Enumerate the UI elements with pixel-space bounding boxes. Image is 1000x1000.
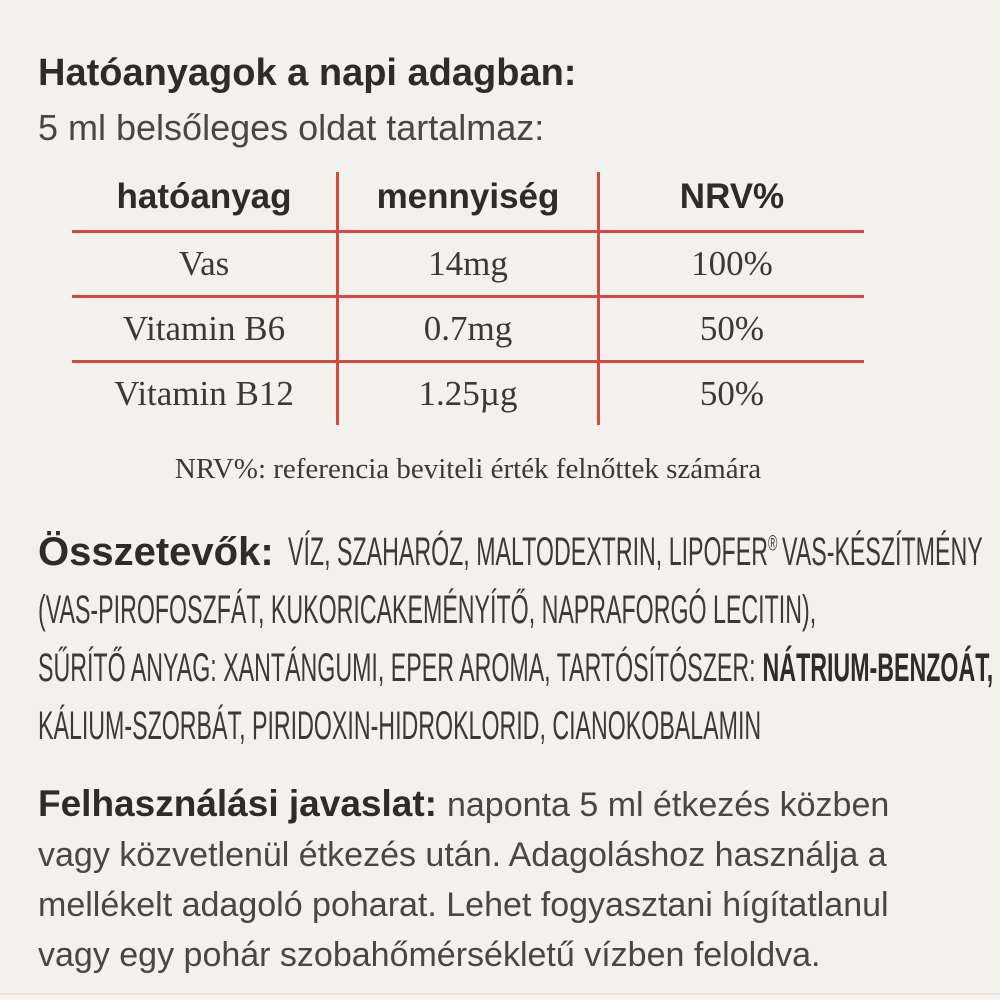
ingredients-line-1-pre: VÍZ, SZAHARÓZ, MALTODEXTRIN, LIPOFER (287, 530, 768, 574)
table-cell-iron-nrv: 100% (600, 230, 864, 295)
table-cell-b12-name: Vitamin B12 (72, 360, 336, 425)
table-cell-b12-nrv: 50% (600, 360, 864, 425)
preservative-name-bold: NÁTRIUM-BENZOÁT, (762, 646, 994, 690)
usage-instructions (38, 779, 954, 980)
ingredients-line-3 (38, 639, 1000, 697)
usage-text: naponta 5 ml étkezés közben vagy közvetlenül étkezés után. Adagoláshoz használja a mellékelt adagoló poharat. Lehet fogyasztani hígítatlanul vagy egy pohár szobahőmérsékletű vízben feloldva. (38, 786, 890, 974)
table-cell-b12-amount: 1.25µg (336, 360, 600, 425)
table-cell-iron-name: Vas (72, 230, 336, 295)
table-header-nrv: NRV% (679, 177, 785, 216)
table-cell-b6-amount: 0.7mg (336, 295, 600, 360)
ingredients-section (38, 523, 1000, 755)
table-cell-b6-name: Vitamin B6 (72, 295, 336, 360)
ingredients-line-2-text: (VAS-PIROFOSZFÁT, KUKORICAKEMÉNYÍTŐ, NAPRAFORGÓ LECITIN), (38, 588, 817, 632)
ingredients-line-2 (38, 581, 1000, 639)
ingredients-line-4 (38, 697, 1000, 755)
usage-label: Felhasználási javaslat: (38, 783, 437, 824)
active-ingredients-table (72, 172, 864, 425)
ingredients-line-3-text (38, 639, 993, 697)
ingredients-line-1 (38, 523, 1000, 581)
label-bottom-edge (0, 993, 1000, 1000)
ingredients-label: Összetevők: (38, 530, 274, 574)
ingredients-line-1-text (288, 523, 983, 581)
table-cell-b6-nrv: 50% (600, 295, 864, 360)
table-cell-iron-amount: 14mg (336, 230, 600, 295)
table-header-amount: mennyiség (336, 172, 600, 230)
nrv-footnote: NRV%: referencia beviteli érték felnőttek számára (174, 453, 762, 485)
table-header-substance: hatóanyag (116, 177, 292, 216)
ingredients-line-1-post: VAS-KÉSZÍTMÉNY (781, 530, 983, 574)
page-subtitle: 5 ml belsőleges oldat tartalmaz: (38, 107, 545, 148)
ingredients-line-3-regular: SŰRÍTŐ ANYAG: XANTÁNGUMI, EPER AROMA, TARTÓSÍTÓSZER: (38, 646, 756, 690)
registered-trademark-symbol: ® (767, 530, 778, 556)
page-title: Hatóanyagok a napi adagban: (38, 52, 577, 94)
ingredients-line-4-text: KÁLIUM-SZORBÁT, PIRIDOXIN-HIDROKLORID, CIANOKOBALAMIN (38, 704, 762, 748)
